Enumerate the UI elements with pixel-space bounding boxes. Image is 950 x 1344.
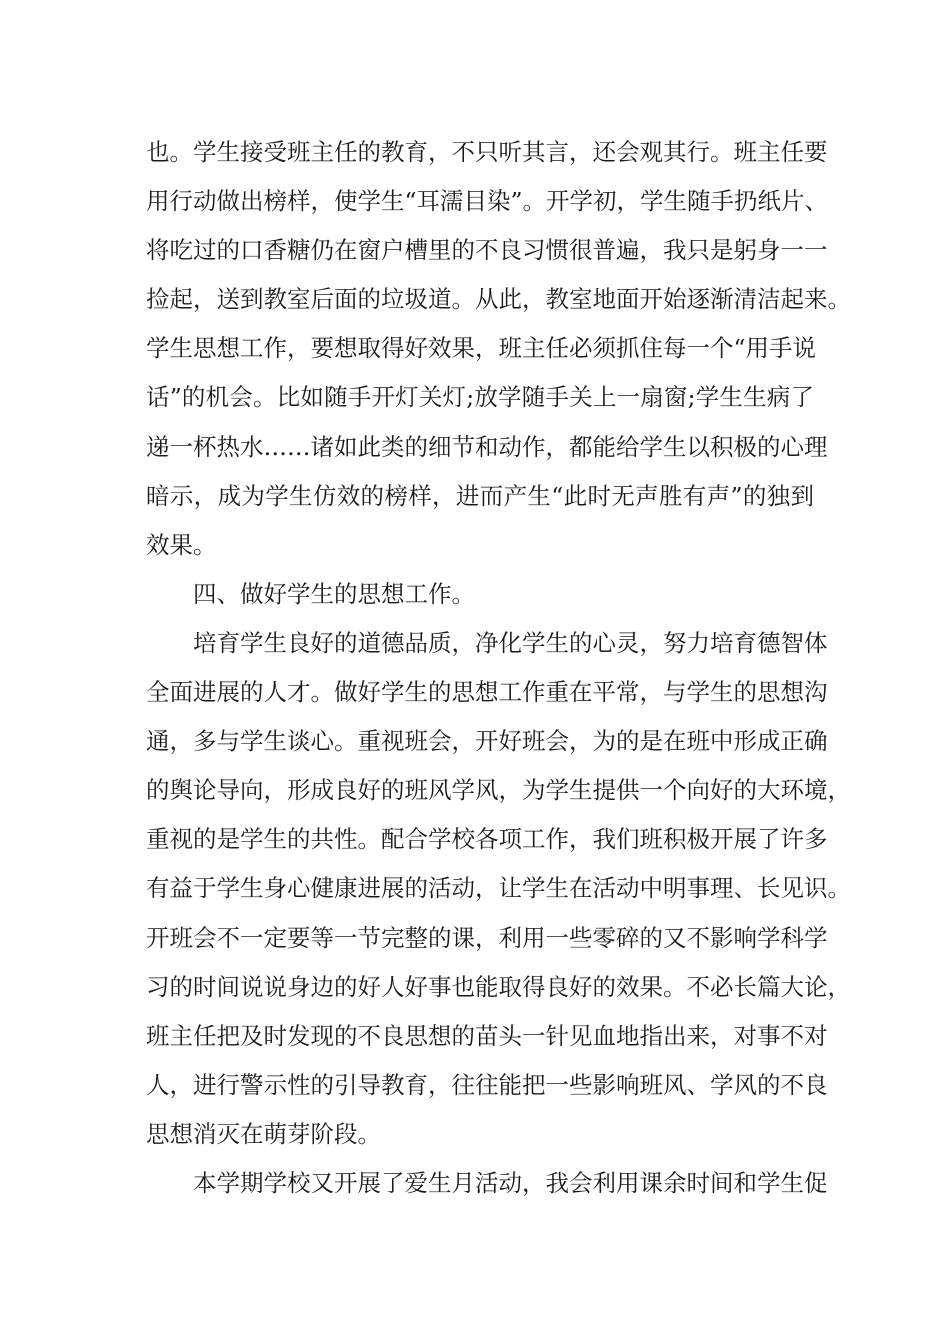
text-line: 班主任把及时发现的不良思想的苗头一针见血地指出来，对事不对: [146, 1021, 828, 1050]
text-line: 思想消灭在萌芽阶段。: [146, 1119, 381, 1148]
text-line: 递一杯热水……诸如此类的细节和动作，都能给学生以积极的心理: [146, 432, 828, 461]
text-line: 暗示，成为学生仿效的榜样，进而产生“此时无声胜有声”的独到: [146, 481, 814, 510]
text-line: 用行动做出榜样，使学生“耳濡目染”。开学初，学生随手扔纸片、: [146, 187, 829, 216]
document-body-text: [146, 128, 851, 1208]
text-line: 将吃过的口香糖仍在窗户槽里的不良习惯很普遍，我只是躬身一一: [146, 236, 828, 265]
text-line: 本学期学校又开展了爱生月活动，我会利用课余时间和学生促: [193, 1168, 828, 1197]
text-line: 重视的是学生的共性。配合学校各项工作，我们班积极开展了许多: [146, 825, 828, 854]
text-line: 效果。: [146, 530, 217, 559]
text-line: 话”的机会。比如随手开灯关灯;放学随手关上一扇窗;学生生病了: [146, 383, 814, 412]
text-line: 捡起，送到教室后面的垃圾道。从此，教室地面开始逐渐清洁起来。: [146, 285, 851, 314]
text-line: 的舆论导向，形成良好的班风学风，为学生提供一个向好的大环境，: [146, 776, 851, 805]
text-line: 四、做好学生的思想工作。: [193, 579, 475, 608]
text-line: 全面进展的人才。做好学生的思想工作重在平常，与学生的思想沟: [146, 678, 828, 707]
text-line: 习的时间说说身边的好人好事也能取得良好的效果。不必长篇大论，: [146, 972, 851, 1001]
text-line: 也。学生接受班主任的教育，不只听其言，还会观其行。班主任要: [146, 138, 828, 166]
text-line: 开班会不一定要等一节完整的课，利用一些零碎的又不影响学科学: [146, 923, 828, 952]
text-line: 人，进行警示性的引导教育，往往能把一些影响班风、学风的不良: [146, 1070, 828, 1099]
text-line: 学生思想工作，要想取得好效果，班主任必须抓住每一个“用手说: [146, 334, 817, 363]
text-line: 通，多与学生谈心。重视班会，开好班会，为的是在班中形成正确: [146, 727, 828, 756]
text-line: 培育学生良好的道德品质，净化学生的心灵，努力培育德智体: [193, 628, 828, 657]
text-line: 有益于学生身心健康进展的活动，让学生在活动中明事理、长见识。: [146, 874, 851, 903]
